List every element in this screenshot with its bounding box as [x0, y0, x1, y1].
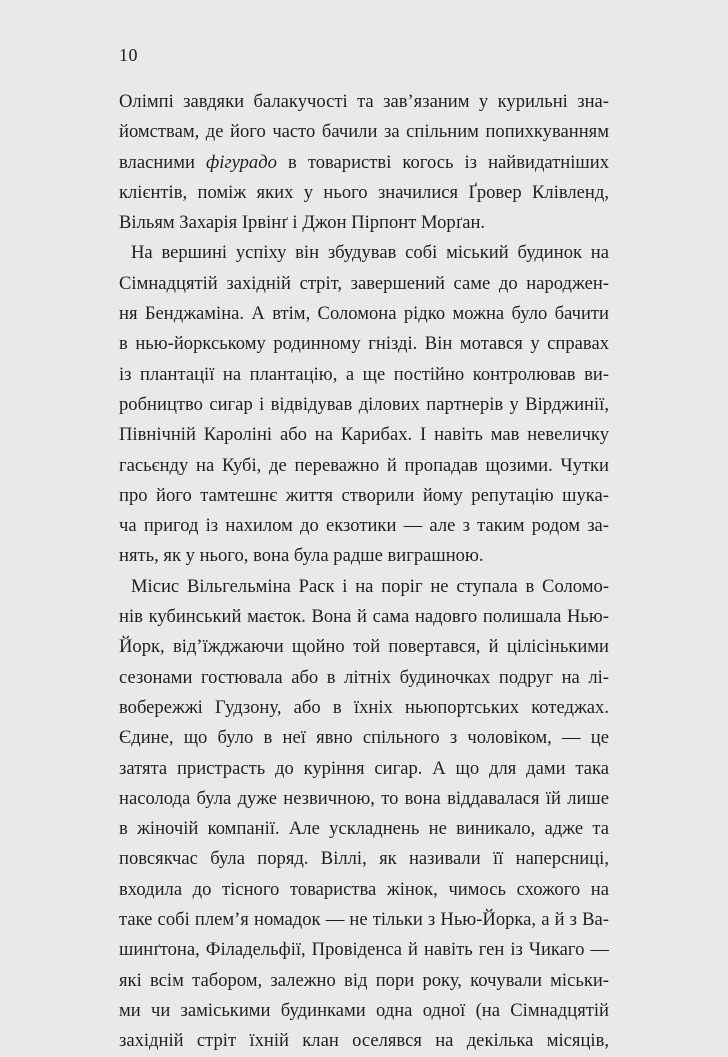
text-line: Йорк, від’їжджаючи щойно той повертався, й цілісінькими	[119, 636, 609, 658]
text-line: Олімпі завдяки балакучості та зав’язаним у курильні зна-	[119, 91, 609, 112]
paragraph-last-line: нять, як у нього, вона була радше виграшною.	[119, 545, 484, 567]
paragraph-first-line: Місис Вільгельміна Раск і на поріг не ступала в Соломо-	[131, 575, 609, 597]
text-line: Північній Кароліні або на Карибах. І навіть мав невеличку	[119, 424, 609, 446]
italic-word: фігурадо	[206, 151, 277, 173]
text-line: насолода була дуже незвичною, то вона віддавалася їй лише	[119, 787, 609, 809]
text-line: нів кубинський маєток. Вона й сама надовго полишала Нью-	[119, 606, 609, 628]
text-line: робництво сигар і відвідував ділових партнерів у Вірджинії,	[119, 393, 609, 415]
text-line: ми чи заміськими будинками одна одної (на Сімнадцятій	[119, 999, 609, 1021]
text-line	[119, 148, 609, 178]
paragraph-last-line: Вільям Захарія Ірвінґ і Джон Пірпонт Морґан.	[119, 212, 486, 234]
text-line: Єдине, що було в неї явно спільного з чоловіком, — це	[119, 727, 609, 749]
text-line: ня Бенджаміна. А втім, Соломона рідко можна було бачити	[119, 303, 609, 325]
text-line: таке собі плем’я номадок — не тільки з Нью-Йорка, а й з Ва-	[119, 909, 609, 931]
text-line: повсякчас була поряд. Віллі, як називали її наперсниці,	[119, 848, 609, 870]
text-line: ча пригод із нахилом до екзотики — але з таким родом за-	[119, 515, 609, 537]
text-run: власними	[119, 151, 206, 173]
text-line: які всім табором, залежно від пори року, кочували міськи-	[119, 969, 609, 991]
text-line: вобережжі Гудзону, або в їхніх ньюпортських котеджах.	[119, 696, 609, 718]
text-line: затята пристрасть до куріння сигар. А що для дами така	[119, 757, 609, 779]
text-line: гасьєнду на Кубі, де переважно й пропадав щозими. Чутки	[119, 454, 609, 476]
text-line: шинґтона, Філадельфії, Провіденса й навіть ген із Чикаго —	[119, 939, 609, 961]
text-line: входила до тісного товариства жінок, чимось схожого на	[119, 878, 609, 900]
body-text	[119, 87, 609, 1057]
text-line: із плантації на плантацію, а ще постійно контролював ви-	[119, 363, 609, 385]
page-number: 10	[119, 45, 138, 65]
text-line: Сімнадцятій західній стріт, завершений саме до народжен-	[119, 272, 609, 294]
text-line: клієнтів, поміж яких у нього значилися Ґровер Клівленд,	[119, 181, 609, 203]
text-line: про його тамтешнє життя створили йому репутацію шука-	[119, 484, 609, 506]
text-line: західній стріт їхній клан оселявся на декілька місяців,	[119, 1030, 609, 1052]
text-line: в жіночій компанії. Але ускладнень не виникало, адже та	[119, 818, 609, 840]
paragraph-first-line: На вершині успіху він збудував собі міський будинок на	[131, 242, 609, 264]
text-run: в товаристві когось із найвидатніших	[276, 151, 609, 173]
text-line: йомствам, де його часто бачили за спільним попихкуванням	[119, 121, 609, 143]
text-line: в нью-йоркському родинному гнізді. Він мотався у справах	[119, 333, 609, 355]
text-line: сезонами гостювала або в літніх будиночках подруг на лі-	[119, 666, 609, 688]
